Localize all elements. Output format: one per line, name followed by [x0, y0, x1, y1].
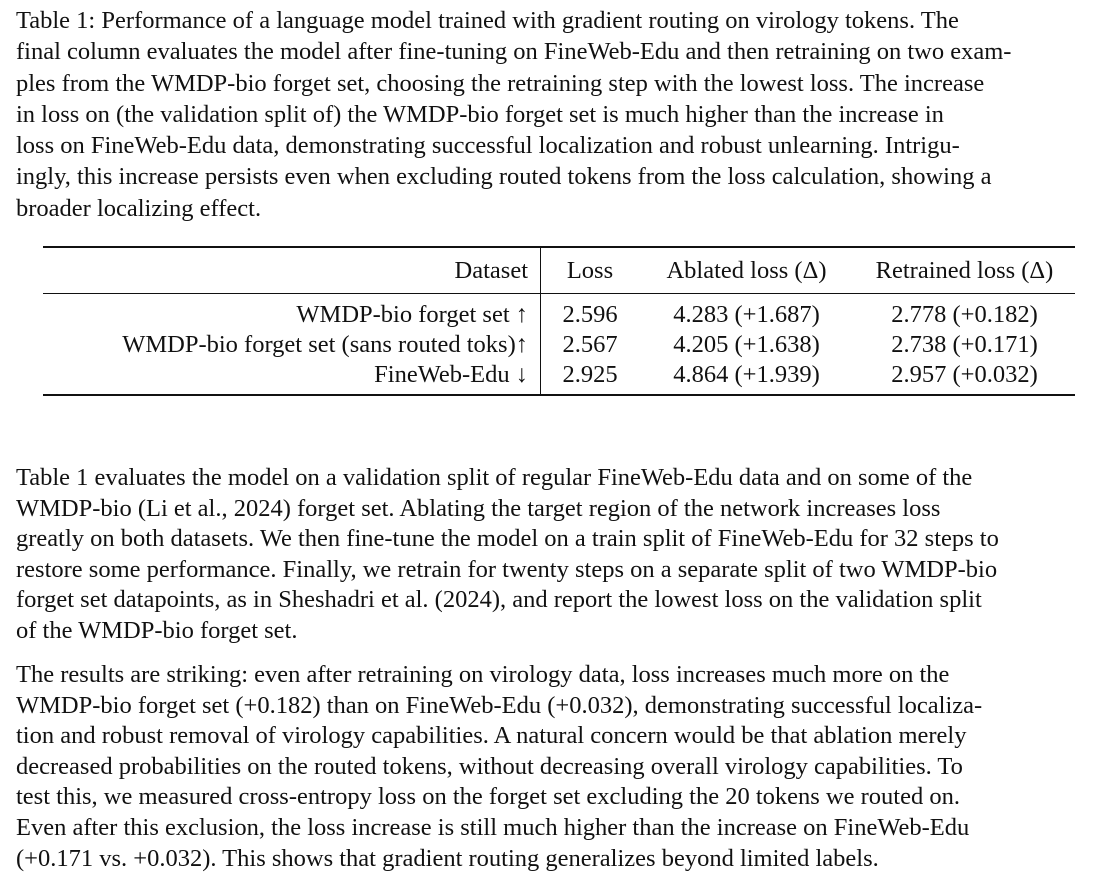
cell-retrained: 2.957 (+0.032) — [891, 361, 1038, 388]
page — [16, 0, 1102, 224]
cell-ablated: 4.283 (+1.687) — [673, 301, 820, 328]
caption-line: Table 1: Performance of a language model trained with gradient routing on virology tokens. The — [16, 7, 959, 34]
text-line: Table 1 evaluates the model on a validation split of regular FineWeb-Edu data and on some of the — [16, 464, 973, 491]
cell-ablated: 4.864 (+1.939) — [673, 361, 820, 388]
table-bottom-rule — [43, 394, 1075, 396]
header-dataset: Dataset — [43, 248, 541, 293]
caption-line: loss on FineWeb-Edu data, demonstrating successful localization and robust unlearning. Intrigu- — [16, 132, 960, 160]
header-loss: Loss — [566, 256, 614, 284]
text-line: The results are striking: even after retraining on virology data, loss increases much more on the — [16, 661, 950, 688]
text-line: greatly on both datasets. We then fine-tune the model on a train split of FineWeb-Edu for 32 steps to — [16, 525, 999, 553]
text-line: forget set datapoints, as in Sheshadri et al. (2024), and report the lowest loss on the validation split — [16, 586, 982, 614]
caption-line: broader localizing effect. — [16, 194, 262, 222]
text-line: tion and robust removal of virology capabilities. A natural concern would be that ablation merely — [16, 722, 967, 750]
cell-dataset: FineWeb-Edu ↓ — [43, 360, 541, 394]
text-line: restore some performance. Finally, we retrain for twenty steps on a separate split of two WMDP-bio — [16, 555, 998, 583]
text-line: of the WMDP-bio forget set. — [16, 616, 298, 644]
table-row — [43, 330, 1075, 360]
results-table — [43, 246, 1075, 396]
caption-line: final column evaluates the model after fine-tuning on FineWeb-Edu and then retraining on two exam- — [16, 38, 1012, 66]
cell-retrained: 2.738 (+0.171) — [891, 331, 1038, 358]
table-caption — [16, 0, 1102, 224]
caption-label: Table 1: — [16, 7, 96, 34]
text-line: WMDP-bio forget set (+0.182) than on FineWeb-Edu (+0.032), demonstrating successful localiza- — [16, 691, 983, 719]
table-row — [43, 294, 1075, 330]
text-line: (+0.171 vs. +0.032). This shows that gradient routing generalizes beyond limited labels. — [16, 844, 879, 872]
header-ablated-loss: Ablated loss (Δ) — [666, 256, 827, 284]
table-header-row — [43, 248, 1075, 293]
cell-ablated: 4.205 (+1.638) — [673, 331, 820, 358]
body-paragraph-1 — [16, 463, 1102, 647]
cell-loss: 2.567 — [562, 331, 618, 358]
cell-dataset: WMDP-bio forget set ↑ — [43, 294, 541, 330]
caption-line: ples from the WMDP-bio forget set, choosing the retraining step with the lowest loss. The increase — [16, 69, 985, 97]
text-line: decreased probabilities on the routed tokens, without decreasing overall virology capabilities. To — [16, 752, 963, 780]
text-line: Even after this exclusion, the loss increase is still much higher than the increase on FineWeb-Edu — [16, 813, 970, 841]
body-paragraph-2 — [16, 660, 1102, 874]
caption-line: ingly, this increase persists even when excluding routed tokens from the loss calculation, showing a — [16, 163, 992, 191]
cell-retrained: 2.778 (+0.182) — [891, 301, 1038, 328]
cell-loss: 2.925 — [562, 361, 618, 388]
text-line: WMDP-bio (Li et al., 2024) forget set. Ablating the target region of the network increases loss — [16, 494, 941, 522]
caption-line: in loss on (the validation split of) the WMDP-bio forget set is much higher than the increase in — [16, 100, 944, 128]
table-row — [43, 360, 1075, 394]
text-line: test this, we measured cross-entropy loss on the forget set excluding the 20 tokens we routed on. — [16, 783, 960, 811]
cell-dataset: WMDP-bio forget set (sans routed toks)↑ — [43, 330, 541, 360]
header-retrained-loss: Retrained loss (Δ) — [875, 256, 1054, 284]
cell-loss: 2.596 — [562, 301, 618, 328]
